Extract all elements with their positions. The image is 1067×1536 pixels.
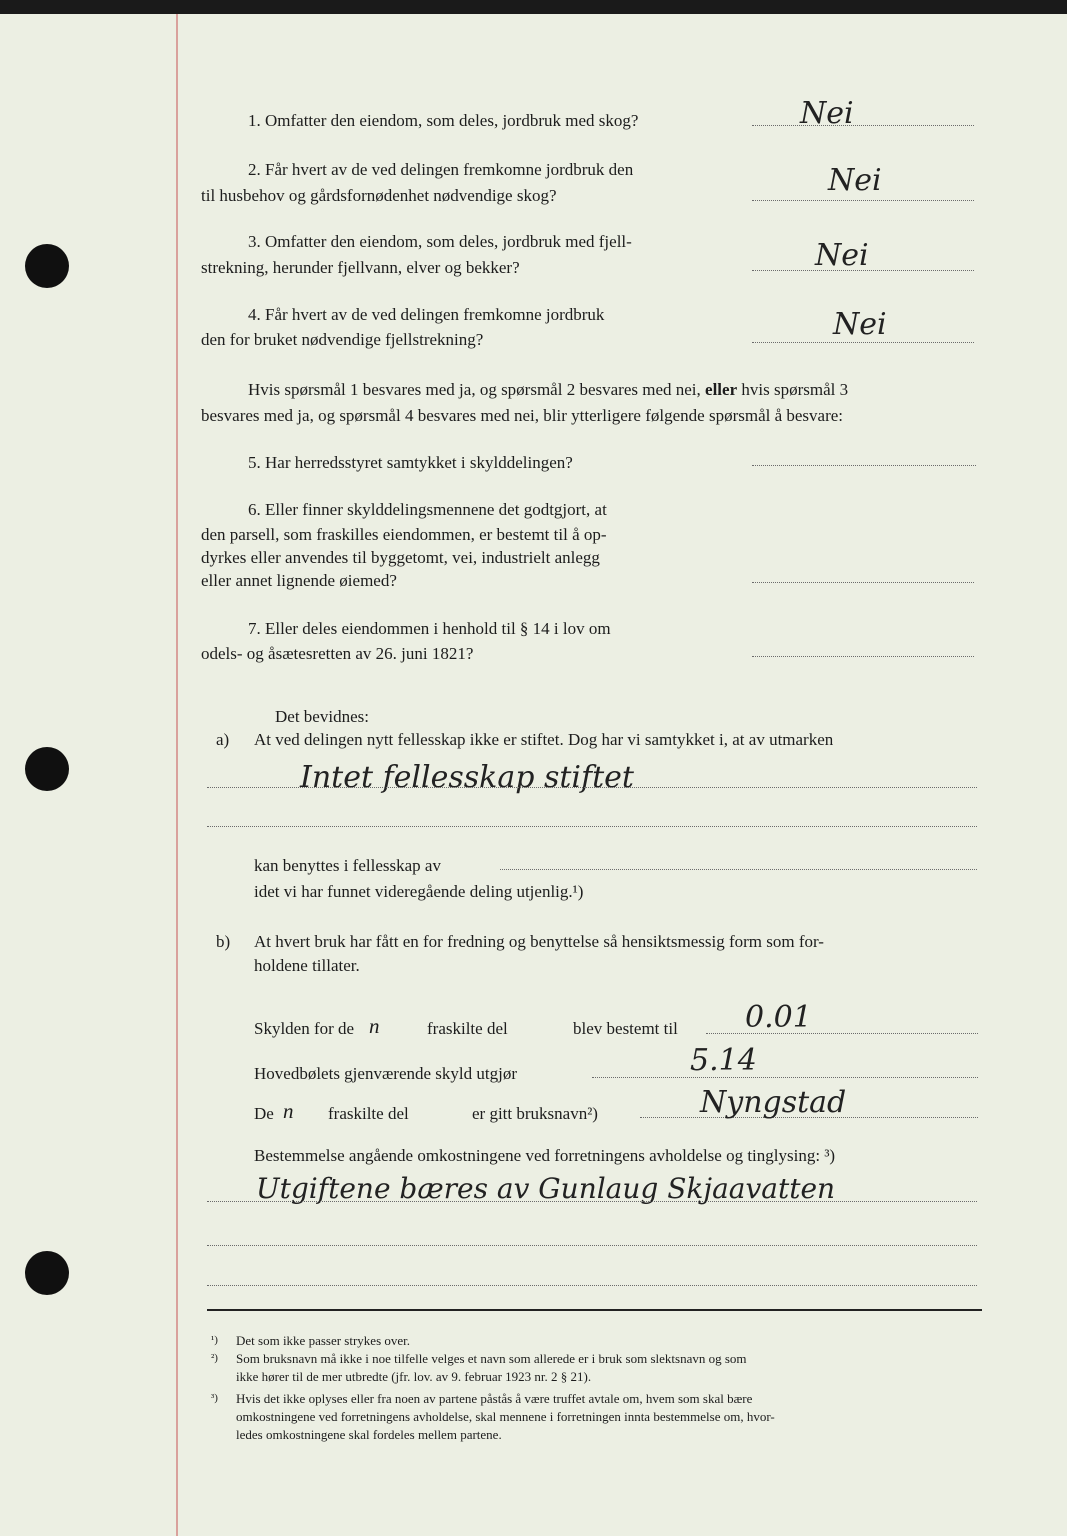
attest-b-line2: holdene tillater. — [254, 956, 360, 975]
hoved-value: 5.14 — [690, 1043, 757, 1078]
common-use-line — [500, 869, 977, 870]
answer-line-7 — [752, 656, 974, 657]
question-6-line3: dyrkes eller anvendes til byggetomt, vei, industrielt anlegg — [201, 548, 600, 567]
skyld-label-b: fraskilte del — [427, 1019, 508, 1038]
question-4-line2: den for bruket nødvendige fjellstrekning? — [201, 330, 484, 349]
navn-label-c: er gitt bruksnavn²) — [472, 1104, 598, 1123]
answer-3: Nei — [815, 238, 869, 273]
attest-a-handwritten: Intet fellesskap stiftet — [300, 760, 634, 795]
footnote-3-line2: omkostningene ved forretningens avholdelse, skal mennene i forretningen innta bestemmelse om, hvor- — [236, 1409, 775, 1424]
answer-4: Nei — [833, 307, 887, 342]
attest-b-label: b) — [216, 932, 231, 951]
reason-text: idet vi har funnet videregående deling utjenlig.¹) — [254, 882, 584, 901]
navn-label-b: fraskilte del — [328, 1104, 409, 1123]
footnote-2-line1: Som bruksnavn må ikke i noe tilfelle velges et navn som allerede er i bruk som slektsnavn og som — [236, 1351, 747, 1366]
cost-value: Utgiftene bæres av Gunlaug Skjaavatten — [256, 1172, 836, 1205]
punch-hole-icon — [25, 244, 69, 288]
cost-line-2 — [207, 1245, 977, 1246]
skyld-label-c: blev bestemt til — [573, 1019, 678, 1038]
question-6-line1: 6. Eller finner skylddelingsmennene det godtgjort, at — [248, 500, 607, 519]
attest-line-2 — [207, 826, 977, 827]
question-2-line1: 2. Får hvert av de ved delingen fremkomne jordbruk den — [248, 160, 634, 179]
answer-1: Nei — [800, 96, 854, 131]
question-4-line1: 4. Får hvert av de ved delingen fremkomne jordbruk — [248, 305, 605, 324]
navn-label-a: De — [254, 1104, 274, 1123]
footnote-3-line1: Hvis det ikke oplyses eller fra noen av partene påstås å være truffet avtale om, hvem som skal bære — [236, 1391, 753, 1406]
punch-hole-icon — [25, 747, 69, 791]
conditional-line1-a: Hvis spørsmål 1 besvares med ja, og spørsmål 2 besvares med nei, — [248, 380, 701, 399]
attest-line-1 — [207, 787, 977, 788]
question-2-line2: til husbehov og gårdsfornødenhet nødvendige skog? — [201, 186, 557, 205]
footnote-1: Det som ikke passer strykes over. — [236, 1333, 411, 1348]
scan-top-band — [0, 0, 1067, 14]
answer-line-2 — [752, 200, 974, 201]
answer-2: Nei — [828, 163, 882, 198]
question-3-line2: strekning, herunder fjellvann, elver og bekker? — [201, 258, 520, 277]
margin-rule — [176, 14, 178, 1536]
skyld-value: 0.01 — [745, 1000, 812, 1035]
footnote-2-line2: ikke hører til de mer utbredte (jfr. lov. av 9. februar 1923 nr. 2 § 21). — [236, 1369, 592, 1384]
answer-line-1 — [752, 125, 974, 126]
hoved-label: Hovedbølets gjenværende skyld utgjør — [254, 1064, 517, 1083]
footnote-3-mark: ³) — [211, 1392, 218, 1404]
footnote-rule — [207, 1309, 982, 1311]
punch-hole-icon — [25, 1251, 69, 1295]
conditional-line1-b: hvis spørsmål 3 — [741, 380, 849, 399]
answer-line-5 — [752, 465, 976, 466]
conditional-line1-bold: eller — [705, 380, 738, 399]
answer-line-4 — [752, 342, 974, 343]
question-7-line2: odels- og åsætesretten av 26. juni 1821? — [201, 644, 474, 663]
question-1: 1. Omfatter den eiendom, som deles, jordbruk med skog? — [248, 111, 639, 130]
conditional-line1 — [248, 378, 848, 402]
question-3-line1: 3. Omfatter den eiendom, som deles, jordbruk med fjell- — [248, 232, 632, 251]
attest-a-label: a) — [216, 730, 230, 749]
cost-label: Bestemmelse angående omkostningene ved forretningens avholdelse og tinglysing: ³) — [254, 1146, 836, 1165]
hoved-line — [592, 1077, 978, 1078]
cost-line-3 — [207, 1285, 977, 1286]
conditional-line2: besvares med ja, og spørsmål 4 besvares med nei, blir ytterligere følgende spørsmål å besvare: — [201, 406, 844, 425]
attest-b-line1: At hvert bruk har fått en for fredning og benyttelse så hensiktsmessig form som for- — [254, 932, 824, 951]
attest-a-text: At ved delingen nytt fellesskap ikke er stiftet. Dog har vi samtykket i, at av utmarken — [254, 730, 834, 749]
question-6-line4: eller annet lignende øiemed? — [201, 571, 397, 590]
question-6-line2: den parsell, som fraskilles eiendommen, er bestemt til å op- — [201, 525, 607, 544]
navn-hand-n: n — [283, 1099, 294, 1123]
footnote-2-mark: ²) — [211, 1352, 218, 1364]
common-use-label: kan benyttes i fellesskap av — [254, 856, 441, 875]
answer-line-6 — [752, 582, 974, 583]
cost-line-1 — [207, 1201, 977, 1202]
footnote-3-line3: ledes omkostningene skal fordeles mellem partene. — [236, 1427, 502, 1442]
question-5: 5. Har herredsstyret samtykket i skylddelingen? — [248, 453, 573, 472]
attest-heading: Det bevidnes: — [275, 707, 369, 726]
question-7-line1: 7. Eller deles eiendommen i henhold til § 14 i lov om — [248, 619, 611, 638]
navn-value: Nyngstad — [700, 1085, 847, 1120]
skyld-label-a: Skylden for de — [254, 1019, 355, 1038]
footnote-1-mark: ¹) — [211, 1334, 218, 1346]
skyld-hand-n: n — [369, 1014, 380, 1038]
